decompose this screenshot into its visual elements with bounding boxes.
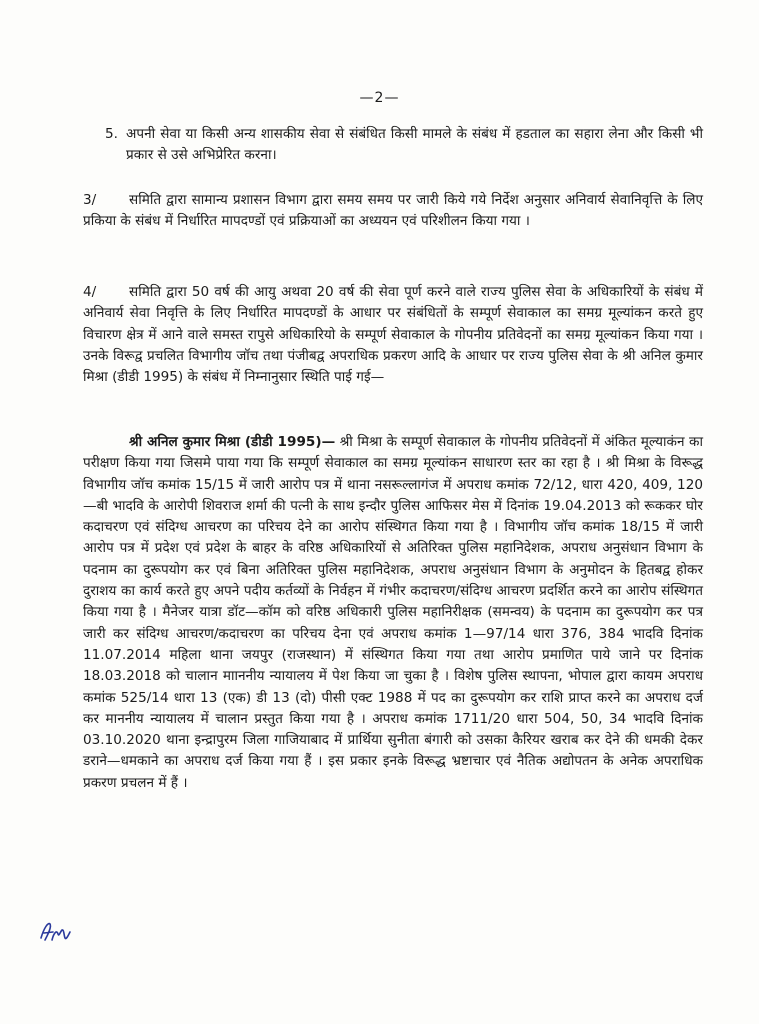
paragraph-4	[83, 282, 703, 388]
list-item-number: 5.	[105, 126, 118, 142]
paragraph-marker: 3/	[83, 192, 97, 208]
paragraph-3	[83, 190, 703, 233]
officer-heading: श्री अनिल कुमार मिश्रा (डीडी 1995)—	[129, 434, 336, 450]
list-item-5	[105, 124, 703, 167]
paragraph-marker: 4/	[83, 284, 97, 300]
officer-assessment-paragraph	[83, 432, 703, 794]
paragraph-text: समिति द्वारा सामान्य प्रशासन विभाग द्वारा समय समय पर जारी किये गये निर्देश अनुसार अनिवार्य सेवानिवृत्ति के लिए प्रकिया के संबंध में निर्धारित मापदण्डों एवं प्रक्रियाओं का अध्ययन एवं परिशीलन किया गया ।	[83, 192, 703, 230]
paragraph-text: समिति द्वारा 50 वर्ष की आयु अथवा 20 वर्ष की सेवा पूर्ण करने वाले राज्य पुलिस सेवा के अधिकारियों के संबंध में अनिवार्य सेवा निवृत्ति के लिए निर्धारित मापदण्डों के आधार पर संबंधितों के सम्पूर्ण सेवाकाल का समग्र मूल्यांकन करते हुए विचारण क्षेत्र में आने वाले समस्त रापुसे अधिकारियो के सम्पूर्ण सेवाकाल के गोपनीय प्रतिवेदनों का समग्र मूल्यांकन किया गया । उनके विरूद्व प्रचलित विभागीय जॉच तथा पंजीबद्व अपराधिक प्रकरण आदि के आधार पर राज्य पुलिस सेवा के श्री अनिल कुमार मिश्रा (डीडी 1995) के संबंध में निम्नानुसार स्थिति पाई गई—	[83, 284, 703, 386]
page-number: —2—	[359, 90, 400, 106]
officer-assessment-text: श्री मिश्रा के सम्पूर्ण सेवाकाल के गोपनीय प्रतिवेदनों में अंकित मूल्याकंन का परीक्षण किया गया जिसमे पाया गया कि सम्पूर्ण सेवाकाल का समग्र मूल्यांकन साधारण स्तर का रहा है । श्री मिश्रा के विरूद्ध विभागीय जॉच कमांक 15/15 में जारी आरोप पत्र में थाना नसरूल्लागंज में अपराध कमांक 72/12, धारा 420, 409, 120—बी भादवि के आरोपी शिवराज शर्मा की पत्नी के साथ इन्दौर पुलिस आफिसर मेस में दिनांक 19.04.2013 को रूककर घोर कदाचरण एवं संदिग्ध आचरण का परिचय देने का आरोप संस्थिगत किया गया है । विभागीय जॉच कमांक 18/15 में जारी आरोप पत्र में प्रदेश एवं प्रदेश के बाहर के वरिष्ठ अधिकारियों से अतिरिक्त पुलिस महानिदेशक, अपराध अनुसंधान विभाग के पदनाम का दुरूपयोग कर एवं बिना अतिरिक्त पुलिस महानिदेशक, अपराध अनुसंधान विभाग के अनुमोदन के हितबद्व होकर दुराशय का कार्य करते हुए अपने पदीय कर्तव्यों के निर्वहन में गंभीर कदाचरण/संदिग्ध आचरण प्रदर्शित करने का आरोप संस्थिगत किया गया है । मैनेजर यात्रा डॉट—कॉम को वरिष्ठ अधिकारी पुलिस महानिरीक्षक (समन्वय) के पदनाम का दुरूपयोग कर पत्र जारी कर संदिग्ध आचरण/कदाचरण का परिचय देना एवं अपराध कमांक 1—97/14 धारा 376, 384 भादवि दिनांक 11.07.2014 महिला थाना जयपुर (राजस्थान) में संस्थिगत किया गया तथा आरोप प्रमाणित पाये जाने पर दिनांक 18.03.2018 को चालान मााननीय न्यायालय में पेश किया जा चुका है । विशेष पुलिस स्थापना, भोपाल द्वारा कायम अपराध कमांक 525/14 धारा 13 (एक) डी 13 (दो) पीसी एक्ट 1988 में पद का दुरूपयोग कर राशि प्राप्त करने का अपराध दर्ज कर माननीय न्यायालय में चालान प्रस्तुत किया गया है । अपराध कमांक 1711/20 धारा 504, 50, 34 भादवि दिनांक 03.10.2020 थाना इन्द्रापुरम जिला गाजियाबाद में प्रार्थिया सुनीता बंगारी को उसका कैरियर खराब कर देने की धमकी देकर डराने—धमकाने का अपराध दर्ज किया गया हैं । इस प्रकार इनके विरूद्ध भ्रष्टाचार एवं नैतिक अद्योपतन के अनेक अपराधिक प्रकरण प्रचलन में हैं ।	[83, 434, 703, 791]
signature-initials-icon	[38, 918, 72, 946]
list-item-text: अपनी सेवा या किसी अन्य शासकीय सेवा से संबंधित किसी मामले के संबंध में हडताल का सहारा लेना और किसी भी प्रकार से उसे अभिप्रेरित करना।	[126, 126, 703, 164]
